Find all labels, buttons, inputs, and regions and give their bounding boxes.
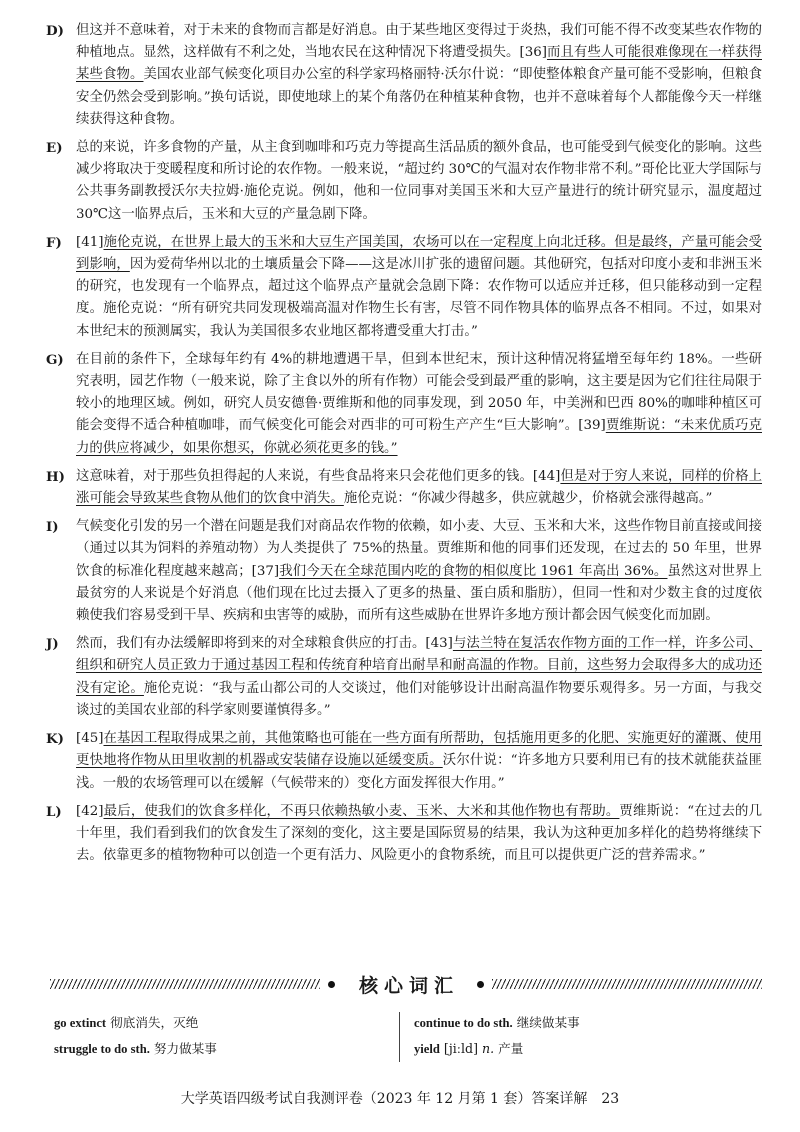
paragraph-text: 施伦克说：“你减少得越多，供应就越少，价格就会涨得越高。” (343, 491, 713, 507)
paragraph (46, 349, 762, 460)
paragraph-label: I) (46, 519, 59, 536)
page-number: 23 (601, 1091, 620, 1107)
paragraph-text: 美国农业部气候变化项目办公室的科学家玛格丽特·沃尔什说：“即使整体粮食产量可能不受影响，但粮食安全仍然会受到影响。”换句话说，即使地球上的某个角落仍在种植某种食物，也并不意味着每个人都能像今天一样继续获得这种食物。 (76, 67, 762, 127)
paragraph-text: 虽然这对世界上最贫穷的人来说是个好消息（他们现在比过去摄入了更多的热量、蛋白质和脂肪），但同一性和对少数主食的过度依赖使我们容易受到干旱、疾病和虫害等的威胁，而所有这些威胁在世界许多地方预计都会因气候变化而加剧。 (76, 563, 762, 624)
underlined-answer-text: 而且有些人可能很难像现在一样获得某些食物。 (76, 45, 762, 83)
vocab-header (50, 972, 762, 996)
paragraph (46, 516, 762, 627)
paragraph-text: [41] (76, 234, 104, 250)
vocab-meaning: 努力做某事 (153, 1041, 217, 1056)
paragraph (46, 20, 762, 131)
vocab-term: struggle to do sth. (54, 1042, 150, 1056)
vocab-term: continue to do sth. (414, 1016, 513, 1030)
underlined-answer-text: 与法兰特在复活农作物方面的工作一样，许多公司、组织和研究人员正致力于通过基因工程和传统育种培育出耐旱和耐高温的作物。目前，这些努力会取得多大的成功还没有定论。 (76, 636, 762, 696)
article-body (46, 20, 762, 873)
hatch-divider-right (492, 979, 762, 989)
underlined-answer-text: 但是对于穷人来说，同样的价格上涨可能会导致某些食物从他们的饮食中消失。 (76, 468, 762, 507)
vocab-list (54, 1010, 762, 1064)
vocab-phonetic: [jiːld] (443, 1041, 478, 1056)
underlined-answer-text: 在基因工程取得成果之前，其他策略也可能在一些方面有所帮助，包括施用更多的化肥、实施更好的灌溉、使用更快地将作物从田里收割的机器或安装储存设施以延缓变质。 (76, 731, 762, 769)
vocab-title: 核心词汇 (359, 974, 460, 997)
paragraph-label: D) (46, 23, 64, 39)
vocab-item (414, 1036, 759, 1062)
paragraph-text: 施伦克说：“我与孟山都公司的人交谈过，他们对能够设计出耐高温作物要乐观得多。另一方面，与我交谈过的美国农业部的科学家则要谨慎得多。” (76, 680, 763, 718)
hatch-divider-left (50, 979, 320, 989)
paragraph-text: 这意味着，对于那些负担得起的人来说，有些食品将来只会花他们更多的钱。[44] (76, 468, 561, 484)
paragraph-text: [42] (76, 803, 104, 819)
paragraph (46, 633, 762, 722)
paragraph-label: K) (46, 731, 64, 748)
vocab-meaning: 继续做某事 (516, 1015, 580, 1030)
paragraph-text: 沃尔什说：“许多地方只要利用已有的技术就能获益匪浅。一般的农场管理可以在缓解（气候带来的）变化方面发挥很大作用。” (76, 753, 762, 791)
paragraph-label: J) (46, 636, 59, 653)
paragraph-text: [45] (76, 731, 104, 747)
paragraph-text: 因为爱荷华州以北的土壤质量会下降——这是冰川扩张的遗留问题。其他研究，包括对印度小麦和非洲玉米的研究，也发现有一个临界点，超过这个临界点产量就会急剧下降：农作物可以适应并迁移，但只能移动到一定程度。施伦克说：“所有研究共同发现极端高温对作物生长有害，尽管不同作物具体的临界点各不相同。不过，如果对本世纪末的预测属实，我认为美国很多农业地区都将遭受重大打击。” (76, 257, 763, 339)
paragraph-text: 贾维斯说：“在过去的几十年里，我们看到我们的饮食发生了深刻的变化，这主要是国际贸易的结果，我认为这种更加多样化的趋势将继续下去。依靠更多的植物物种可以创造一个更有活力、风险更小的食物系统，而且可以提供更广泛的营养需求。” (76, 803, 762, 864)
vocab-column-left (54, 1010, 399, 1064)
paragraph-text: 气候变化引发的另一个潜在问题是我们对商品农作物的依赖，如小麦、大豆、玉米和大米，这些作物目前直接或间接（通过以其为饲料的养殖动物）为人类提供了 75%的热量。贾维斯和他的同事们还发现，在过去的 50 年里，世界饮食的标准化程度越来越高；[37] (76, 519, 762, 579)
paragraph (46, 232, 762, 343)
paragraph-text: 但这并不意味着，对于未来的食物而言都是好消息。由于某些地区变得过于炎热，我们可能不得不改变某些农作物的种植地点。显然，这样做有不利之处，当地农民在这种情况下将遭受损失。[36] (76, 23, 762, 61)
paragraph-label: F) (46, 234, 62, 251)
paragraph (46, 728, 762, 795)
paragraph (46, 801, 762, 868)
paragraph-text: 然而，我们有办法缓解即将到来的对全球粮食供应的打击。[43] (76, 636, 453, 652)
vocab-term: go extinct (54, 1016, 107, 1030)
vocab-item (54, 1010, 399, 1036)
paragraph (46, 466, 762, 510)
paragraph-label: L) (46, 803, 62, 820)
bullet-dot-left (328, 981, 335, 988)
paragraph-label: G) (46, 351, 64, 368)
vocab-column-divider (399, 1012, 400, 1062)
paragraph (46, 137, 762, 226)
paragraph-text: 在目前的条件下，全球每年约有 4%的耕地遭遇干旱，但到本世纪末，预计这种情况将猛增至每年约 18%。一些研究表明，园艺作物（一般来说，除了主食以外的所有作物）可能会受到最严重的影响，这主要是因为它们往往局限于较小的地理区域。例如，研究人员安德鲁·贾维斯和他的同事发现，到 2050 年，中美洲和巴西 80%的咖啡种植区可能会变得不适合种植咖啡，而气候变化可能会对西非的可可粉生产产生“巨大影响”。[39] (76, 351, 762, 434)
vocab-column-right (414, 1010, 759, 1064)
underlined-answer-text: 我们今天在全球范围内吃的食物的相似度比 1961 年高出 36%。 (279, 563, 668, 579)
footer-title: 大学英语四级考试自我测评卷（2023 年 12 月第 1 套）答案详解 (180, 1091, 588, 1107)
underlined-answer-text: 贾维斯说：“未来优质巧克力的供应将减少，如果你想买，你就必须花更多的钱。” (76, 418, 762, 456)
vocab-meaning: 彻底消失，灭绝 (110, 1015, 199, 1030)
vocab-item (54, 1036, 399, 1062)
underlined-answer-text: 最后，使我们的饮食多样化，不再只依赖热敏小麦、玉米、大米和其他作物也有帮助。 (103, 803, 620, 819)
underlined-answer-text: 施伦克说，在世界上最大的玉米和大豆生产国美国，农场可以在一定程度上向北迁移。但是最终，产量可能会受到影响， (76, 234, 762, 273)
page-footer (0, 1088, 800, 1108)
vocab-term: yield (414, 1042, 440, 1056)
vocab-item (414, 1010, 759, 1036)
paragraph-label: E) (46, 140, 63, 157)
bullet-dot-right (477, 981, 484, 988)
vocab-part-of-speech: n. (482, 1041, 495, 1056)
paragraph-label: H) (46, 468, 65, 485)
paragraph-text: 总的来说，许多食物的产量，从主食到咖啡和巧克力等提高生活品质的额外食品，也可能受到气候变化的影响。这些减少将取决于变暖程度和所讨论的农作物。一般来说，“超过约 30℃的气温对农作物非常不利。”哥伦比亚大学国际与公共事务副教授沃尔夫拉姆·施伦克说。例如，他和一位同事对美国玉米和大豆产量进行的统计研究显示，温度超过 30℃这一临界点后，玉米和大豆的产量急剧下降。 (76, 140, 763, 222)
vocab-meaning: 产量 (498, 1041, 524, 1056)
